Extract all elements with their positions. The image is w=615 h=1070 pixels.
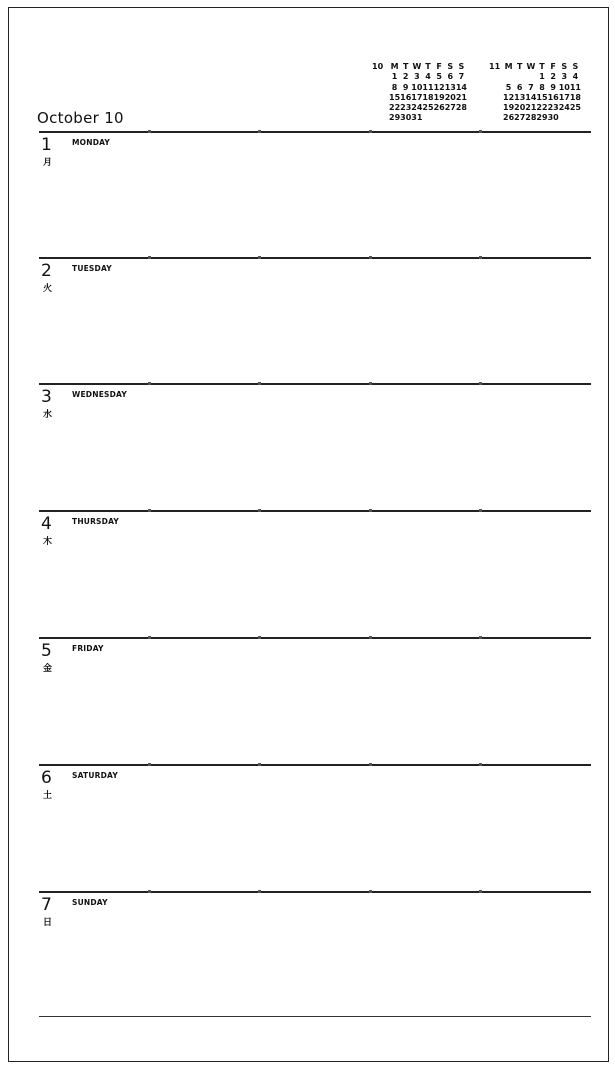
calendar-date: 1 [391, 72, 398, 82]
calendar-date: 21 [525, 103, 537, 113]
day-entry-saturday[interactable] [39, 766, 591, 892]
mini-calendar-month-number: 11 [489, 62, 501, 71]
calendar-week-row [389, 93, 467, 103]
day-name: SATURDAY [72, 771, 118, 780]
weekday-header: S [572, 62, 579, 71]
weekday-header: W [526, 62, 536, 71]
calendar-date: 18 [422, 92, 434, 102]
day-name: THURSDAY [72, 517, 120, 526]
calendar-date: 11 [422, 82, 434, 92]
calendar-date: 1 [539, 72, 545, 82]
calendar-week-row [503, 103, 581, 113]
calendar-date: 26 [503, 113, 515, 123]
calendar-date: 16 [547, 92, 559, 102]
day-entry-wednesday[interactable] [39, 385, 591, 511]
day-number: 6 [41, 768, 52, 788]
calendar-date: 31 [411, 113, 423, 123]
calendar-date: 12 [503, 92, 515, 102]
calendar-date: 28 [525, 113, 537, 123]
day-entry-monday[interactable] [39, 133, 591, 259]
calendar-date: 22 [389, 103, 401, 113]
day-kanji: 木 [43, 537, 53, 547]
calendar-date: 8 [391, 82, 398, 92]
calendar-date: 20 [444, 92, 456, 102]
planner-page [8, 7, 609, 1062]
calendar-date: 18 [569, 92, 581, 102]
calendar-week-row [389, 103, 467, 113]
day-entry-sunday[interactable] [39, 893, 591, 1019]
calendar-week-row [389, 72, 467, 82]
day-kanji: 水 [43, 410, 53, 420]
calendar-date: 21 [455, 92, 467, 102]
weekday-header: T [425, 62, 431, 71]
calendar-date: 5 [436, 72, 442, 82]
weekday-header-row [503, 62, 581, 72]
calendar-date: 3 [561, 72, 568, 82]
day-entry-friday[interactable] [39, 639, 591, 765]
weekday-header: S [458, 62, 465, 71]
calendar-date: 22 [536, 103, 548, 113]
calendar-date: 9 [550, 82, 556, 92]
weekday-header: F [550, 62, 556, 71]
day-number: 3 [41, 387, 52, 407]
weekday-header-row [389, 62, 467, 72]
calendar-week-row [503, 72, 581, 82]
day-number: 2 [41, 261, 52, 281]
calendar-date: 16 [400, 92, 412, 102]
calendar-date: 6 [447, 72, 454, 82]
calendar-date [422, 113, 433, 123]
calendar-date: 17 [411, 92, 423, 102]
calendar-date: 24 [411, 103, 423, 113]
day-kanji: 日 [43, 918, 53, 928]
weekday-header: M [390, 62, 399, 71]
calendar-date: 19 [503, 103, 515, 113]
weekday-header: T [516, 62, 523, 71]
calendar-date: 8 [539, 82, 545, 92]
weekday-header: S [561, 62, 568, 71]
calendar-date: 25 [422, 103, 434, 113]
calendar-week-row [389, 113, 467, 123]
day-kanji: 月 [43, 158, 53, 168]
mini-calendar-grid [503, 62, 581, 124]
calendar-date: 15 [389, 92, 401, 102]
weekday-header: F [436, 62, 442, 71]
calendar-date: 10 [411, 82, 423, 92]
calendar-date: 13 [514, 92, 526, 102]
calendar-date: 2 [550, 72, 556, 82]
calendar-date: 10 [558, 82, 570, 92]
weekday-header: W [412, 62, 422, 71]
calendar-date: 25 [569, 103, 581, 113]
day-kanji: 火 [43, 284, 53, 294]
day-number: 4 [41, 514, 52, 534]
calendar-date [525, 72, 536, 82]
day-name: WEDNESDAY [72, 390, 127, 399]
calendar-date: 23 [400, 103, 412, 113]
calendar-date: 30 [400, 113, 412, 123]
calendar-date: 3 [414, 72, 420, 82]
day-kanji: 金 [43, 664, 53, 674]
day-number: 7 [41, 895, 52, 915]
page-title: October 10 [37, 109, 124, 127]
day-entry-thursday[interactable] [39, 512, 591, 638]
weekday-header: T [539, 62, 545, 71]
weekday-header: M [504, 62, 513, 71]
calendar-date: 20 [514, 103, 526, 113]
mini-calendar-month-number: 10 [372, 62, 384, 71]
calendar-date: 29 [536, 113, 548, 123]
day-number: 1 [41, 135, 52, 155]
mini-calendar-grid [389, 62, 467, 124]
calendar-date: 27 [514, 113, 526, 123]
bottom-divider [39, 1016, 591, 1017]
calendar-date: 23 [547, 103, 559, 113]
calendar-date: 30 [547, 113, 559, 123]
calendar-date: 17 [558, 92, 570, 102]
calendar-week-row [503, 83, 581, 93]
calendar-date [434, 113, 445, 123]
calendar-date: 28 [455, 103, 467, 113]
calendar-date: 12 [433, 82, 445, 92]
calendar-week-row [503, 93, 581, 103]
calendar-date: 14 [525, 92, 537, 102]
calendar-date: 13 [444, 82, 456, 92]
calendar-date: 7 [458, 72, 465, 82]
day-entry-tuesday[interactable] [39, 259, 591, 385]
day-kanji: 土 [43, 791, 53, 801]
calendar-date: 14 [455, 82, 467, 92]
calendar-date: 15 [536, 92, 548, 102]
calendar-date: 2 [402, 72, 409, 82]
calendar-date: 29 [389, 113, 401, 123]
day-name: SUNDAY [72, 898, 108, 907]
calendar-date: 11 [569, 82, 581, 92]
day-number: 5 [41, 641, 52, 661]
calendar-week-row [503, 113, 581, 123]
calendar-date: 6 [516, 82, 523, 92]
calendar-date [503, 72, 514, 82]
calendar-date: 7 [528, 82, 534, 92]
calendar-date: 4 [425, 72, 431, 82]
calendar-date: 4 [572, 72, 579, 82]
day-name: TUESDAY [72, 264, 112, 273]
calendar-date: 19 [433, 92, 445, 102]
day-name: FRIDAY [72, 644, 104, 653]
calendar-date: 5 [505, 82, 512, 92]
calendar-week-row [389, 83, 467, 93]
calendar-date: 9 [402, 82, 409, 92]
calendar-date: 27 [444, 103, 456, 113]
calendar-date [559, 113, 570, 123]
weekday-header: S [447, 62, 454, 71]
calendar-date: 26 [433, 103, 445, 113]
day-name: MONDAY [72, 138, 111, 147]
calendar-date [456, 113, 467, 123]
calendar-date [514, 72, 525, 82]
weekday-header: T [402, 62, 409, 71]
calendar-date [570, 113, 581, 123]
calendar-date [445, 113, 456, 123]
calendar-date: 24 [558, 103, 570, 113]
